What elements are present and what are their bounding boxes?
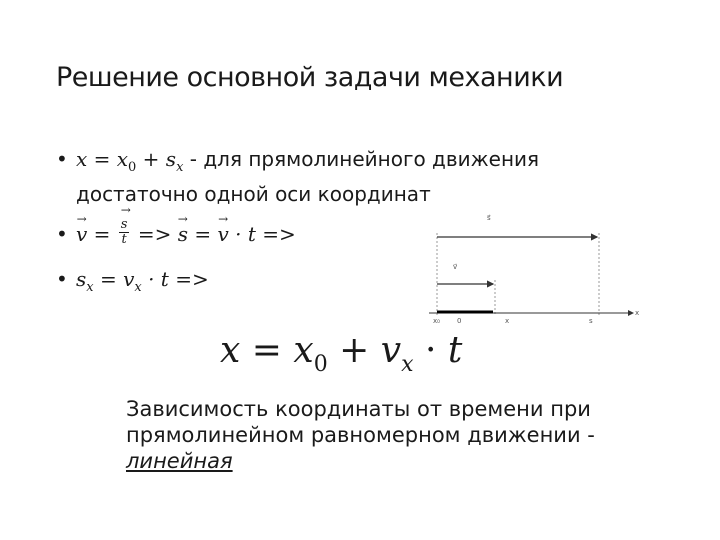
label-x-axis: x <box>635 309 640 317</box>
caption-line-3: линейная <box>126 449 233 473</box>
caption-line-2: прямолинейном равномерном движении - <box>126 423 595 447</box>
tick-x: x <box>505 317 510 325</box>
motion-diagram <box>425 205 645 325</box>
main-formula: $x = x_0 + v_x \cdot t$ <box>220 330 463 377</box>
tick-x0: x₀ <box>433 317 440 325</box>
caption-line-1: Зависимость координаты от времени при <box>126 397 591 421</box>
label-v-vector: v⃗ <box>453 263 458 271</box>
caption <box>126 396 666 474</box>
tick-s: s <box>589 317 593 325</box>
formula-projection: $s_x = v_x \cdot t$ => <box>76 267 209 295</box>
bullet-1 <box>54 146 634 207</box>
bullet-1-text-b: достаточно одной оси координат <box>76 182 431 206</box>
slide-title: Решение основной задачи механики <box>56 62 564 93</box>
label-s-vector: s⃗ <box>487 214 491 222</box>
bullet-1-text-a: - для прямолинейного движения <box>183 147 540 171</box>
formula-coordinate: $x = x_0 + s_x$ <box>76 147 184 175</box>
tick-0: 0 <box>457 317 462 325</box>
formula-velocity: v → = $\frac{s \to}{t}$ => s → = v → · t => <box>76 222 296 246</box>
